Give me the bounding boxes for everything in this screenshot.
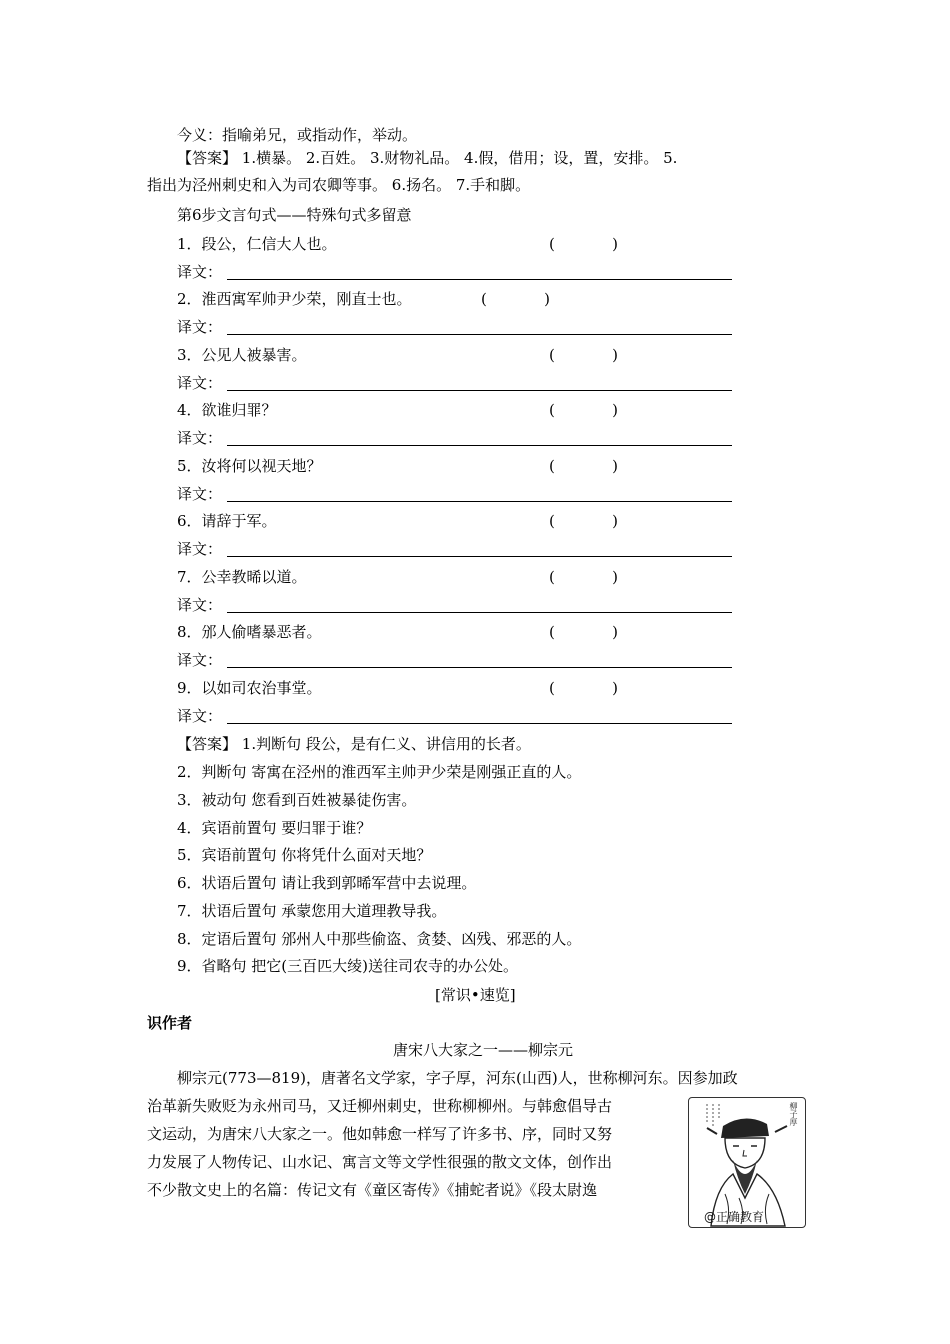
translation-label: 译文： bbox=[177, 707, 223, 725]
question-row bbox=[177, 566, 737, 588]
question-row bbox=[177, 399, 737, 421]
translation-row bbox=[177, 705, 732, 727]
answer-item: 6．状语后置句 请让我到郭晞军营中去说理。 bbox=[177, 874, 477, 892]
question-text: 9．以如司农治事堂。 bbox=[177, 679, 322, 697]
question-row bbox=[177, 233, 737, 255]
portrait-watermark: @正确教育 bbox=[704, 1210, 765, 1224]
translation-label: 译文： bbox=[177, 540, 223, 558]
answer-paren: ( ) bbox=[549, 568, 618, 586]
translation-blank[interactable] bbox=[227, 279, 732, 280]
bio-line: 力发展了人物传记、山水记、寓言文等文学性很强的散文文体，创作出 bbox=[147, 1153, 613, 1171]
bio-line: 文运动，为唐宋八大家之一。他如韩愈一样写了许多书、序，同时又努 bbox=[147, 1125, 613, 1143]
question-text: 4．欲谁归罪？ bbox=[177, 401, 277, 419]
question-row bbox=[177, 288, 737, 310]
question-row bbox=[177, 455, 737, 477]
question-row bbox=[177, 677, 737, 699]
answer-line-1: 1.横暴。 2.百姓。 3.财物礼品。 4.假，借用；设，置，安排。 5. bbox=[241, 149, 678, 167]
translation-row bbox=[177, 594, 732, 616]
translation-blank[interactable] bbox=[227, 556, 732, 557]
translation-blank[interactable] bbox=[227, 334, 732, 335]
question-text: 6．请辞于军。 bbox=[177, 512, 277, 530]
answer-item: 4．宾语前置句 要归罪于谁？ bbox=[177, 819, 372, 837]
vocab-tail-line: 今义：指喻弟兄，或指动作，举动。 bbox=[177, 126, 418, 144]
translation-label: 译文： bbox=[177, 485, 223, 503]
translation-label: 译文： bbox=[177, 596, 223, 614]
question-text: 3．公见人被暴害。 bbox=[177, 346, 307, 364]
question-text: 2．淮西寓军帅尹少荣，刚直士也。 bbox=[177, 290, 412, 308]
translation-label: 译文： bbox=[177, 374, 223, 392]
question-row bbox=[177, 621, 737, 643]
bio-line: 不少散文史上的名篇：传记文有《童区寄传》《捕蛇者说》《段太尉逸 bbox=[147, 1181, 598, 1199]
answer-paren: ( ) bbox=[549, 623, 618, 641]
answer-item: 3．被动句 您看到百姓被暴徒伤害。 bbox=[177, 791, 417, 809]
question-row bbox=[177, 344, 737, 366]
answer-label: 【答案】 bbox=[177, 149, 238, 167]
translation-row bbox=[177, 427, 732, 449]
answer-item: 5．宾语前置句 你将凭什么面对天地？ bbox=[177, 846, 432, 864]
translation-row bbox=[177, 649, 732, 671]
translation-label: 译文： bbox=[177, 429, 223, 447]
translation-label: 译文： bbox=[177, 651, 223, 669]
author-portrait bbox=[688, 1097, 806, 1228]
translation-row bbox=[177, 483, 732, 505]
translation-row bbox=[177, 316, 732, 338]
translation-label: 译文： bbox=[177, 263, 223, 281]
answer-paren: ( ) bbox=[549, 401, 618, 419]
translation-row bbox=[177, 372, 732, 394]
answer-block-2-first bbox=[177, 733, 531, 755]
answer-item: 7．状语后置句 承蒙您用大道理教导我。 bbox=[177, 902, 447, 920]
answer-item: 2．判断句 寄寓在泾州的淮西军主帅尹少荣是刚强正直的人。 bbox=[177, 763, 582, 781]
bio-line: 治革新失败贬为永州司马，又迁柳州刺史，世称柳柳州。与韩愈倡导古 bbox=[147, 1097, 613, 1115]
answer-paren: ( ) bbox=[549, 235, 618, 253]
answer-label: 【答案】 bbox=[177, 735, 238, 753]
answer-line-2: 指出为泾州刺史和入为司农卿等事。 6.扬名。 7.手和脚。 bbox=[147, 176, 531, 194]
question-row bbox=[177, 510, 737, 532]
translation-blank[interactable] bbox=[227, 501, 732, 502]
bio-line: 柳宗元(773—819)，唐著名文学家，字子厚，河东(山西)人，世称柳河东。因参加政 bbox=[177, 1069, 738, 1087]
answer-paren: ( ) bbox=[549, 512, 618, 530]
answer-paren: ( ) bbox=[549, 679, 618, 697]
question-text: 1．段公，仁信大人也。 bbox=[177, 235, 337, 253]
answer-paren: ( ) bbox=[549, 346, 618, 364]
portrait-caption: 柳子厚 bbox=[789, 1102, 798, 1126]
translation-label: 译文： bbox=[177, 318, 223, 336]
translation-blank[interactable] bbox=[227, 612, 732, 613]
translation-blank[interactable] bbox=[227, 667, 732, 668]
answer-paren: ( ) bbox=[481, 290, 550, 308]
question-text: 5．汝将何以视天地？ bbox=[177, 457, 322, 475]
translation-blank[interactable] bbox=[227, 723, 732, 724]
section-divider: [常识•速览] bbox=[435, 986, 516, 1004]
question-text: 8．邠人偷嗜暴恶者。 bbox=[177, 623, 322, 641]
answer-paren: ( ) bbox=[549, 457, 618, 475]
author-subtitle: 唐宋八大家之一——柳宗元 bbox=[393, 1041, 574, 1059]
translation-blank[interactable] bbox=[227, 390, 732, 391]
translation-row bbox=[177, 538, 732, 560]
question-text: 7．公幸教晞以道。 bbox=[177, 568, 307, 586]
answer-item: 9．省略句 把它(三百匹大绫)送往司农寺的办公处。 bbox=[177, 957, 519, 975]
translation-row bbox=[177, 261, 732, 283]
author-heading: 识作者 bbox=[147, 1014, 193, 1032]
section-title: 第6步文言句式——特殊句式多留意 bbox=[177, 206, 412, 224]
translation-blank[interactable] bbox=[227, 445, 732, 446]
answer-item: 1.判断句 段公，是有仁义、讲信用的长者。 bbox=[241, 735, 531, 753]
answer-item: 8．定语后置句 邠州人中那些偷盗、贪婪、凶残、邪恶的人。 bbox=[177, 930, 582, 948]
answer-block-1 bbox=[147, 145, 802, 199]
